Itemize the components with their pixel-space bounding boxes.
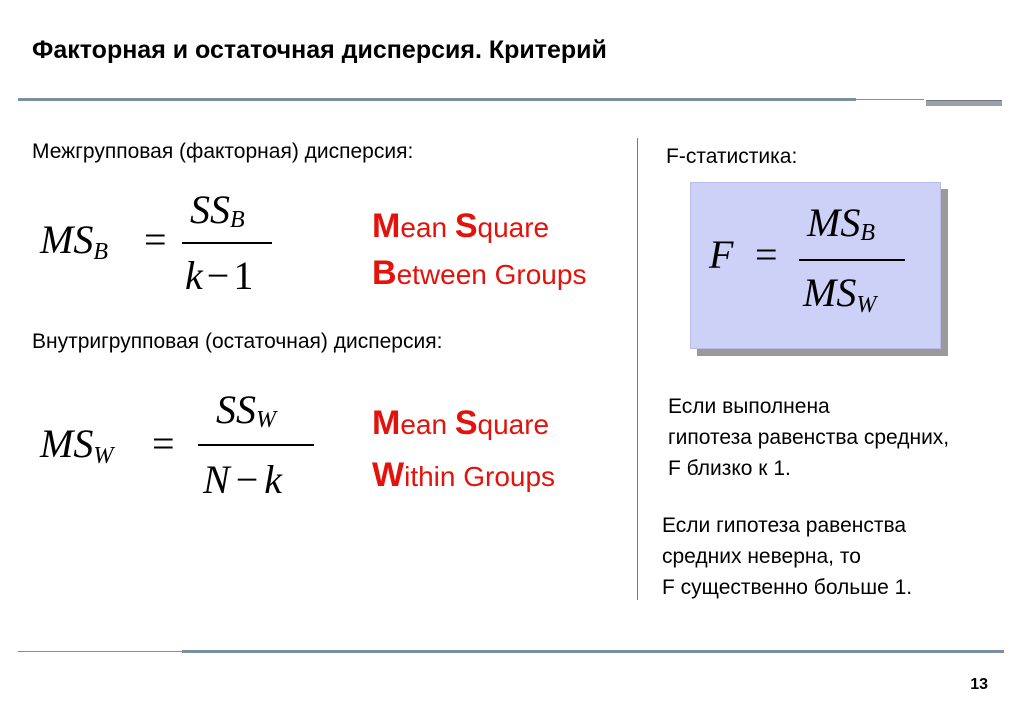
between-en-rest2: quare [477, 212, 550, 243]
between-num-sub: B [230, 207, 245, 233]
within-formula [40, 384, 330, 506]
fstat-num-sub: B [860, 220, 875, 246]
note-equal-means [668, 391, 949, 484]
fstat-fraction-bar [799, 259, 905, 261]
bottom-divider-thin [18, 651, 182, 652]
between-equals: = [144, 217, 167, 262]
page-number: 13 [970, 676, 988, 693]
between-en-line2 [372, 254, 586, 293]
within-num-main: SS [216, 387, 256, 432]
within-en-cap3: W [372, 456, 405, 494]
between-den-a: k [185, 253, 203, 298]
within-equals: = [152, 421, 175, 466]
fstat-denominator [803, 269, 876, 316]
within-den-op: − [235, 457, 259, 502]
between-denominator [185, 252, 253, 299]
within-en-cap1: M [372, 404, 401, 442]
within-en-rest1: ean [400, 409, 455, 440]
within-fraction-bar [198, 444, 314, 446]
note2-line2: средних неверна, то [662, 545, 861, 568]
note1-line1: Если выполнена [668, 395, 830, 418]
within-den-a: N [203, 457, 230, 502]
within-en-cap2: S [454, 404, 478, 442]
fstat-den-sub: W [856, 292, 877, 318]
between-en-cap2: S [454, 207, 478, 245]
between-numerator [190, 186, 245, 233]
bottom-divider [182, 650, 1004, 653]
between-en-line1 [372, 207, 549, 246]
fstat-num-main: MS [807, 200, 861, 245]
between-lhs-sub: B [93, 239, 108, 265]
within-lhs [40, 420, 113, 467]
within-lhs-main: MS [40, 421, 94, 466]
note2-line1: Если гипотеза равенства [662, 514, 907, 537]
between-en-cap1: M [372, 207, 401, 245]
within-en-rest2: quare [477, 409, 550, 440]
between-heading: Межгрупповая (факторная) дисперсия: [32, 140, 414, 163]
top-divider-thin [856, 99, 924, 100]
fstat-heading: F-статистика: [666, 145, 798, 168]
within-den-b: k [264, 457, 283, 502]
within-numerator [216, 386, 276, 433]
between-en-rest3: etween Groups [396, 259, 587, 290]
note1-line3: F близко к 1. [668, 457, 791, 480]
within-lhs-sub: W [93, 443, 114, 469]
between-fraction-bar [182, 242, 272, 244]
between-den-b: 1 [233, 253, 254, 298]
between-lhs [40, 216, 108, 263]
between-en-cap3: B [372, 254, 397, 292]
between-formula [40, 186, 290, 304]
slide-title: Факторная и остаточная дисперсия. Критерий [32, 36, 607, 64]
fstat-numerator [807, 199, 875, 246]
note2-line3: F существенно больше 1. [662, 576, 913, 599]
within-en-line2 [372, 456, 555, 495]
within-num-sub: W [256, 407, 276, 433]
note-unequal-means [662, 510, 912, 603]
top-divider-tail [926, 100, 1002, 106]
between-den-op: − [206, 253, 230, 298]
within-en-line1 [372, 404, 549, 443]
between-en-rest1: ean [400, 212, 455, 243]
fstat-den-main: MS [803, 270, 857, 315]
fstat-equals: = [755, 232, 778, 277]
fstat-lhs: F [709, 232, 734, 277]
within-en-rest3: ithin Groups [404, 461, 556, 492]
fstat-box [690, 182, 941, 349]
between-lhs-main: MS [40, 217, 94, 262]
top-divider [18, 98, 856, 101]
within-denominator [203, 456, 282, 503]
within-heading: Внутригрупповая (остаточная) дисперсия: [32, 330, 443, 353]
note1-line2: гипотеза равенства средних, [668, 426, 950, 449]
between-num-main: SS [190, 187, 230, 232]
column-separator [637, 138, 638, 600]
